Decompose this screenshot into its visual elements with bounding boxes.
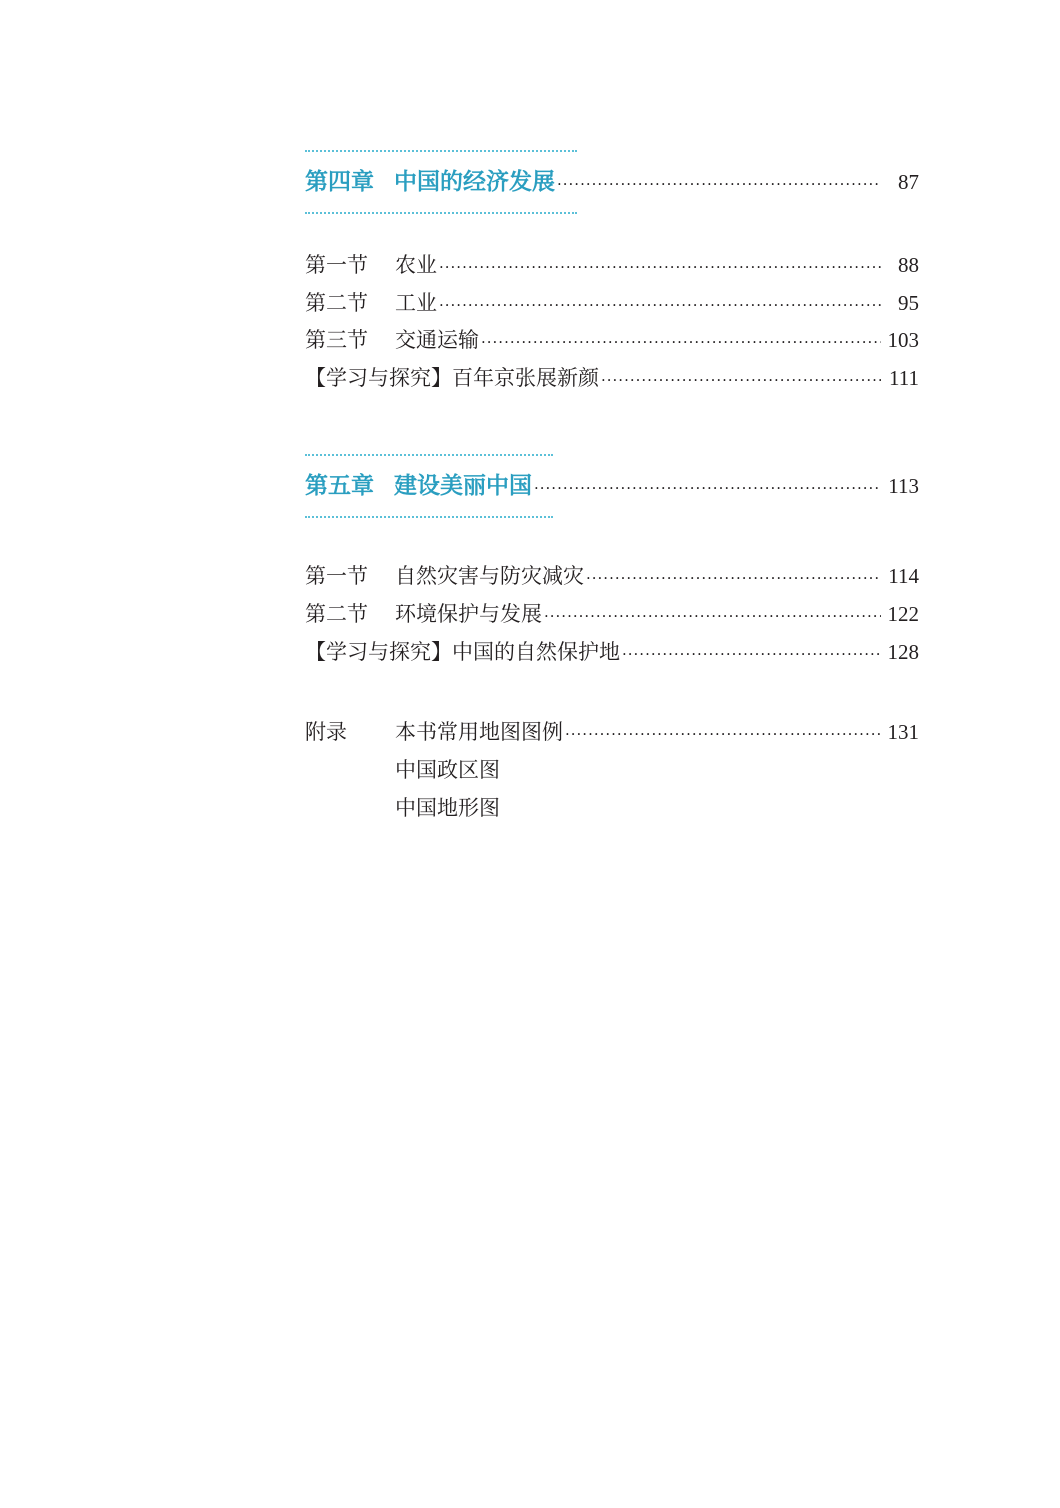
section-topic: 农业 [395, 253, 437, 277]
appendix-item-terrain-map[interactable]: 中国地形图 [395, 796, 500, 820]
toc-entry-appendix[interactable] [305, 713, 919, 751]
study-label: 【学习与探究】 [305, 366, 452, 390]
dot-leader [439, 286, 881, 324]
chapter-4-page: 87 [898, 170, 919, 194]
toc-entry-5-2[interactable] [305, 595, 919, 633]
appendix-item-political-map[interactable]: 中国政区图 [395, 758, 500, 782]
dot-leader [544, 597, 881, 635]
chapter-4-name: 中国的经济发展 [394, 168, 555, 195]
appendix-item: 本书常用地图图例 [395, 720, 563, 744]
toc-entry-5-1[interactable] [305, 557, 919, 595]
chapter-4-title [305, 152, 555, 212]
section-label: 第一节 [305, 564, 368, 588]
chapter-4-bottom-rule [305, 212, 577, 214]
appendix-label: 附录 [305, 720, 347, 744]
dot-leader [565, 715, 881, 753]
study-topic: 中国的自然保护地 [452, 640, 620, 664]
section-label: 第三节 [305, 328, 368, 352]
study-page: 111 [889, 366, 919, 390]
section-page: 95 [898, 291, 919, 315]
section-topic: 环境保护与发展 [395, 602, 542, 626]
chapter-5-number: 第五章 [305, 472, 374, 499]
section-page: 88 [898, 253, 919, 277]
section-topic: 自然灾害与防灾减灾 [395, 564, 584, 588]
section-label: 第二节 [305, 291, 368, 315]
chapter-5-name: 建设美丽中国 [394, 472, 532, 499]
study-page: 128 [887, 640, 919, 664]
section-page: 103 [887, 328, 919, 352]
chapter-5-page: 113 [888, 474, 919, 498]
section-topic: 交通运输 [395, 328, 479, 352]
section-page: 114 [888, 564, 919, 588]
chapter-5-bottom-rule [305, 516, 553, 518]
toc-entry-4-2[interactable] [305, 284, 919, 322]
dot-leader [622, 635, 881, 673]
dot-leader [586, 559, 881, 597]
toc-entry-4-3[interactable] [305, 321, 919, 359]
toc-entry-5-study[interactable] [305, 633, 919, 671]
chapter-4-number: 第四章 [305, 168, 374, 195]
dot-leader [601, 361, 881, 399]
dot-leader [481, 323, 881, 361]
study-label: 【学习与探究】 [305, 640, 452, 664]
dot-leader [534, 458, 881, 518]
chapter-5-row[interactable] [305, 456, 919, 516]
study-topic: 百年京张展新颜 [452, 366, 599, 390]
toc-entry-4-1[interactable] [305, 246, 919, 284]
chapter-4-row[interactable] [305, 152, 919, 212]
appendix-page: 131 [887, 720, 919, 744]
chapter-5-title [305, 456, 532, 516]
chapter-5-heading [305, 454, 919, 518]
section-label: 第二节 [305, 602, 368, 626]
section-label: 第一节 [305, 253, 368, 277]
toc-entry-4-study[interactable] [305, 359, 919, 397]
section-topic: 工业 [395, 291, 437, 315]
chapter-4-heading [305, 150, 919, 214]
dot-leader [439, 248, 881, 286]
section-page: 122 [887, 602, 919, 626]
dot-leader [557, 154, 881, 214]
